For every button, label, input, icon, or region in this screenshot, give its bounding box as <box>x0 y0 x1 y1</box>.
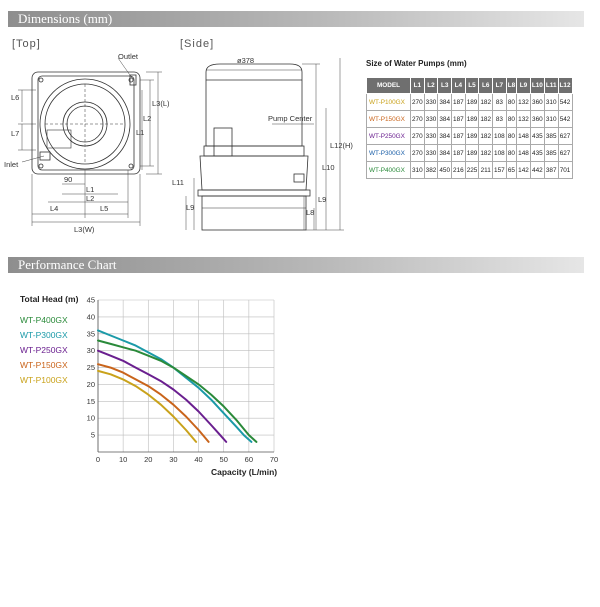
spec-value-cell: 83 <box>493 94 507 111</box>
spec-value-cell: 211 <box>479 162 493 179</box>
top-view-drawing <box>32 72 140 174</box>
y-tick-label: 25 <box>86 363 95 373</box>
y-tick-label: 45 <box>86 295 95 305</box>
dim-l3w: L3(W) <box>74 225 95 234</box>
spec-value-cell: 80 <box>506 111 516 128</box>
spec-header-l12: L12 <box>558 78 572 94</box>
legend-item: WT-P100GX <box>20 375 68 385</box>
x-axis-title: Capacity (L/min) <box>211 467 278 477</box>
spec-value-cell: 65 <box>506 162 516 179</box>
y-tick-label: 5 <box>90 430 95 440</box>
spec-value-cell: 189 <box>465 145 479 162</box>
top-view-base <box>32 72 140 174</box>
spec-value-cell: 108 <box>493 145 507 162</box>
spec-value-cell: 225 <box>465 162 479 179</box>
spec-header-l6: L6 <box>479 78 493 94</box>
side-view-label: [Side] <box>180 38 215 50</box>
spec-value-cell: 384 <box>438 94 452 111</box>
x-tick-label: 10 <box>118 455 128 464</box>
dim-l8: L8 <box>306 208 315 217</box>
spec-model-cell: WT-P250GX <box>367 128 411 145</box>
y-tick-label: 10 <box>86 413 95 423</box>
spec-row <box>367 94 573 111</box>
y-tick-label: 15 <box>86 396 95 406</box>
spec-value-cell: 148 <box>517 128 531 145</box>
dim-l1: L1 <box>86 185 95 194</box>
spec-header-l10: L10 <box>530 78 544 94</box>
spec-value-cell: 442 <box>530 162 544 179</box>
side-view-motor <box>206 64 302 146</box>
y-axis-title: Total Head (m) <box>20 294 79 304</box>
dimensions-section-bar: Dimensions (mm) <box>8 11 584 27</box>
y-tick-label: 40 <box>86 312 95 322</box>
spec-header-l1: L1 <box>411 78 425 94</box>
spec-value-cell: 80 <box>506 94 516 111</box>
spec-value-cell: 182 <box>479 145 493 162</box>
spec-value-cell: 132 <box>517 94 531 111</box>
spec-row <box>367 111 573 128</box>
spec-value-cell: 216 <box>452 162 466 179</box>
spec-value-cell: 330 <box>424 111 438 128</box>
spec-value-cell: 435 <box>530 128 544 145</box>
spec-header-model: MODEL <box>367 78 411 94</box>
spec-value-cell: 108 <box>493 128 507 145</box>
dim-l2: L2 <box>86 194 95 203</box>
spec-value-cell: 382 <box>424 162 438 179</box>
spec-value-cell: 182 <box>479 128 493 145</box>
dim-l2-vertical: L2 <box>143 114 152 123</box>
spec-header-l8: L8 <box>506 78 516 94</box>
spec-value-cell: 330 <box>424 94 438 111</box>
spec-value-cell: 384 <box>438 111 452 128</box>
spec-model-cell: WT-P300GX <box>367 145 411 162</box>
x-tick-label: 40 <box>194 455 203 464</box>
spec-header-l2: L2 <box>424 78 438 94</box>
x-tick-label: 0 <box>95 455 101 464</box>
spec-value-cell: 387 <box>544 162 558 179</box>
dim-l12h: L12(H) <box>330 141 353 150</box>
legend-item: WT-P300GX <box>20 330 68 340</box>
spec-model-cell: WT-P400GX <box>367 162 411 179</box>
spec-header-l11: L11 <box>544 78 558 94</box>
y-tick-label: 35 <box>86 329 95 339</box>
dim-l6: L6 <box>11 93 20 102</box>
legend-item: WT-P150GX <box>20 360 68 370</box>
x-tick-label: 60 <box>244 455 254 464</box>
spec-value-cell: 627 <box>558 145 572 162</box>
dim-l7: L7 <box>11 129 20 138</box>
x-tick-label: 70 <box>269 455 279 464</box>
pump-center-label: Pump Center <box>268 114 313 123</box>
spec-table <box>366 77 573 179</box>
spec-value-cell: 542 <box>558 94 572 111</box>
spec-value-cell: 189 <box>465 111 479 128</box>
spec-header-l9: L9 <box>517 78 531 94</box>
spec-value-cell: 384 <box>438 145 452 162</box>
spec-value-cell: 450 <box>438 162 452 179</box>
dim-l4: L4 <box>50 204 59 213</box>
outlet-label: Outlet <box>118 52 139 61</box>
spec-value-cell: 270 <box>411 128 425 145</box>
dim-l11: L11 <box>172 178 184 187</box>
dim-diameter: ø378 <box>237 56 255 65</box>
spec-value-cell: 542 <box>558 111 572 128</box>
spec-value-cell: 701 <box>558 162 572 179</box>
spec-value-cell: 435 <box>530 145 544 162</box>
spec-value-cell: 80 <box>506 128 516 145</box>
spec-header-l4: L4 <box>452 78 466 94</box>
spec-row <box>367 145 573 162</box>
dim-l10: L10 <box>322 163 335 172</box>
spec-value-cell: 310 <box>544 111 558 128</box>
spec-value-cell: 270 <box>411 94 425 111</box>
spec-value-cell: 189 <box>465 94 479 111</box>
spec-model-cell: WT-P150GX <box>367 111 411 128</box>
spec-header-l5: L5 <box>465 78 479 94</box>
x-tick-label: 30 <box>169 455 178 464</box>
spec-model-cell: WT-P100GX <box>367 94 411 111</box>
spec-value-cell: 330 <box>424 145 438 162</box>
spec-value-cell: 384 <box>438 128 452 145</box>
spec-value-cell: 385 <box>544 145 558 162</box>
spec-value-cell: 385 <box>544 128 558 145</box>
spec-value-cell: 182 <box>479 111 493 128</box>
y-tick-label: 20 <box>86 379 95 389</box>
x-tick-label: 20 <box>144 455 153 464</box>
dim-l3l: L3(L) <box>152 99 170 108</box>
dim-l1-vertical: L1 <box>136 128 145 137</box>
spec-row <box>367 128 573 145</box>
spec-value-cell: 132 <box>517 111 531 128</box>
spec-value-cell: 80 <box>506 145 516 162</box>
spec-value-cell: 310 <box>544 94 558 111</box>
spec-value-cell: 270 <box>411 145 425 162</box>
spec-value-cell: 187 <box>452 111 466 128</box>
top-view-label: [Top] <box>12 38 41 50</box>
spec-value-cell: 142 <box>517 162 531 179</box>
side-view-base <box>202 196 306 230</box>
dim-l5: L5 <box>100 204 109 213</box>
spec-value-cell: 360 <box>530 111 544 128</box>
series-line-wt-p100gx <box>98 371 196 442</box>
x-tick-label: 50 <box>219 455 228 464</box>
spec-value-cell: 330 <box>424 128 438 145</box>
spec-value-cell: 270 <box>411 111 425 128</box>
side-view-band <box>204 146 304 156</box>
side-view-drawing <box>198 64 310 230</box>
dimension-drawing <box>0 50 365 240</box>
spec-value-cell: 83 <box>493 111 507 128</box>
performance-chart <box>80 292 280 464</box>
y-tick-label: 30 <box>86 346 95 356</box>
dim-l9-right: L9 <box>318 195 327 204</box>
spec-header-l3: L3 <box>438 78 452 94</box>
inlet-label: Inlet <box>4 160 19 169</box>
dim-l9-left: L9 <box>186 203 195 212</box>
spec-header-l7: L7 <box>493 78 507 94</box>
performance-section-bar: Performance Chart <box>8 257 584 273</box>
legend-item: WT-P400GX <box>20 315 68 325</box>
spec-value-cell: 182 <box>479 94 493 111</box>
spec-value-cell: 310 <box>411 162 425 179</box>
spec-value-cell: 148 <box>517 145 531 162</box>
spec-value-cell: 187 <box>452 145 466 162</box>
spec-value-cell: 189 <box>465 128 479 145</box>
spec-row <box>367 162 573 179</box>
spec-value-cell: 187 <box>452 94 466 111</box>
spec-value-cell: 157 <box>493 162 507 179</box>
series-line-wt-p400gx <box>98 341 256 442</box>
spec-value-cell: 360 <box>530 94 544 111</box>
dim-90: 90 <box>64 175 73 184</box>
spec-value-cell: 187 <box>452 128 466 145</box>
legend-item: WT-P250GX <box>20 345 68 355</box>
spec-value-cell: 627 <box>558 128 572 145</box>
spec-table-title: Size of Water Pumps (mm) <box>366 59 467 68</box>
chart-legend <box>20 313 68 388</box>
